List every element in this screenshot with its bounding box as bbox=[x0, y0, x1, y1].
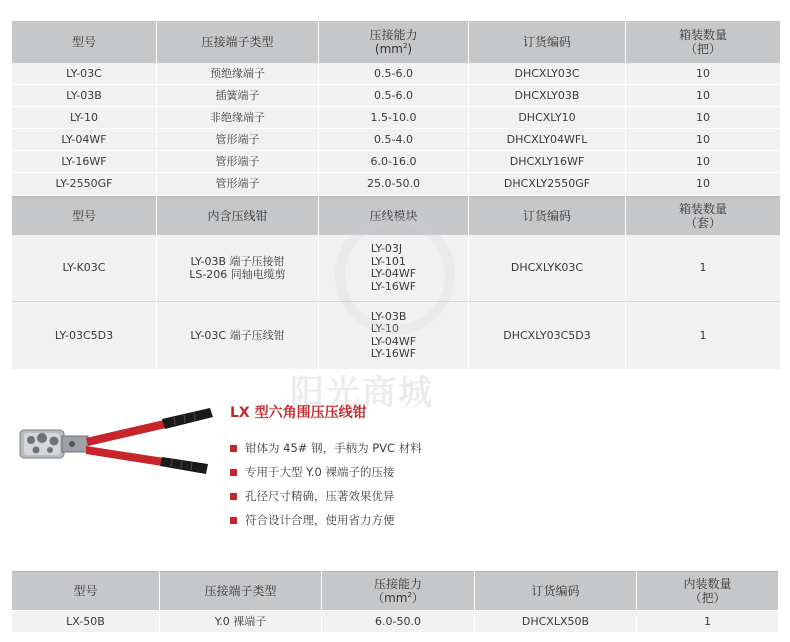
crimp-terminal-table bbox=[12, 21, 778, 196]
header-terminal-type: 压接端子类型 bbox=[160, 571, 321, 611]
table-cell-modules: LY-03B LY-10 LY-04WF LY-16WF bbox=[319, 302, 468, 369]
table-cell: 25.0-50.0 bbox=[319, 173, 468, 195]
table-cell-pliers: LY-03B 端子压接钳 LS-206 同轴电缆剪 bbox=[157, 235, 318, 302]
feature-item: 符合设计合理，使用省力方便 bbox=[230, 514, 422, 526]
table-cell: 10 bbox=[626, 173, 780, 195]
table-cell: DHCXLY03C bbox=[469, 63, 625, 85]
bullet-square-icon bbox=[230, 445, 237, 452]
table-cell-pliers: LY-03C 端子压线钳 bbox=[157, 302, 318, 369]
table-cell: LY-2550GF bbox=[12, 173, 156, 195]
table-cell: 10 bbox=[626, 63, 780, 85]
table-cell: 10 bbox=[626, 129, 780, 151]
watermark-text: 阳光商城 bbox=[290, 373, 434, 413]
table-cell: DHCXLY2550GF bbox=[469, 173, 625, 195]
table-cell: 0.5-6.0 bbox=[319, 63, 468, 85]
header-model: 型号 bbox=[12, 196, 156, 235]
table-cell: LY-K03C bbox=[12, 235, 156, 302]
table-cell: LY-03C5D3 bbox=[12, 302, 156, 369]
table-cell: LY-03C bbox=[12, 63, 156, 85]
table-cell-modules: LY-03J LY-101 LY-04WF LY-16WF bbox=[319, 235, 468, 302]
table-cell: 管形端子 bbox=[157, 173, 318, 195]
header-included-pliers: 内含压线钳 bbox=[157, 196, 318, 235]
table-cell: DHCXLY16WF bbox=[469, 151, 625, 173]
table-cell: DHCXLY03B bbox=[469, 85, 625, 107]
header-capacity: 压接能力 $(mm^2)$ bbox=[319, 21, 468, 63]
bullet-square-icon bbox=[230, 493, 237, 500]
table-cell: LY-03B bbox=[12, 85, 156, 107]
table-cell: 6.0-16.0 bbox=[319, 151, 468, 173]
header-order-code: 订货编码 bbox=[475, 571, 636, 611]
table-cell: DHCXLY03C5D3 bbox=[469, 302, 625, 369]
header-model: 型号 bbox=[12, 571, 159, 611]
watermark-logo-icon bbox=[335, 215, 455, 335]
feature-item: 钳体为 45# 钢，手柄为 PVC 材料 bbox=[230, 442, 422, 454]
header-order-code: 订货编码 bbox=[469, 21, 625, 63]
table-cell: LY-10 bbox=[12, 107, 156, 129]
feature-item: 孔径尺寸精确，压著效果优异 bbox=[230, 490, 422, 502]
table-cell: 1.5-10.0 bbox=[319, 107, 468, 129]
table-cell: 1 bbox=[637, 611, 778, 632]
table-cell: 管形端子 bbox=[157, 151, 318, 173]
table-cell: DHCXLY10 bbox=[469, 107, 625, 129]
table-cell: 10 bbox=[626, 151, 780, 173]
table-cell: 插簧端子 bbox=[157, 85, 318, 107]
bullet-square-icon bbox=[230, 517, 237, 524]
header-capacity: 压接能力 $(mm^2)$ bbox=[322, 571, 474, 611]
crimping-tool-image bbox=[14, 402, 214, 482]
header-model: 型号 bbox=[12, 21, 156, 63]
table-cell: LY-04WF bbox=[12, 129, 156, 151]
table-cell: 10 bbox=[626, 85, 780, 107]
table-cell: 非绝缘端子 bbox=[157, 107, 318, 129]
table-cell: DHCXLYK03C bbox=[469, 235, 625, 302]
table-cell: 管形端子 bbox=[157, 129, 318, 151]
table-cell: DHCXLX50B bbox=[475, 611, 636, 632]
bullet-square-icon bbox=[230, 469, 237, 476]
product-title: LX 型六角围压压线钳 bbox=[230, 405, 367, 421]
table-cell: 1 bbox=[626, 235, 780, 302]
table-cell: 预绝缘端子 bbox=[157, 63, 318, 85]
header-terminal-type: 压接端子类型 bbox=[157, 21, 318, 63]
table-cell: 10 bbox=[626, 107, 780, 129]
table-cell: 6.0-50.0 bbox=[322, 611, 474, 632]
table-cell: Y.0 裸端子 bbox=[160, 611, 321, 632]
table-cell: 0.5-4.0 bbox=[319, 129, 468, 151]
table-cell: LY-16WF bbox=[12, 151, 156, 173]
lx-crimp-table bbox=[12, 571, 778, 632]
header-box-qty: 箱装数量 （套） bbox=[626, 196, 780, 235]
table-cell: LX-50B bbox=[12, 611, 159, 632]
header-order-code: 订货编码 bbox=[469, 196, 625, 235]
feature-item: 专用于大型 Y.0 裸端子的压接 bbox=[230, 466, 422, 478]
header-crimp-modules: 压线模块 bbox=[319, 196, 468, 235]
table-cell: 0.5-6.0 bbox=[319, 85, 468, 107]
table-cell: 1 bbox=[626, 302, 780, 369]
header-box-qty: 箱装数量 （把） bbox=[626, 21, 780, 63]
feature-list bbox=[230, 442, 422, 538]
table-cell: DHCXLY04WFL bbox=[469, 129, 625, 151]
header-inner-qty: 内装数量 （把） bbox=[637, 571, 778, 611]
